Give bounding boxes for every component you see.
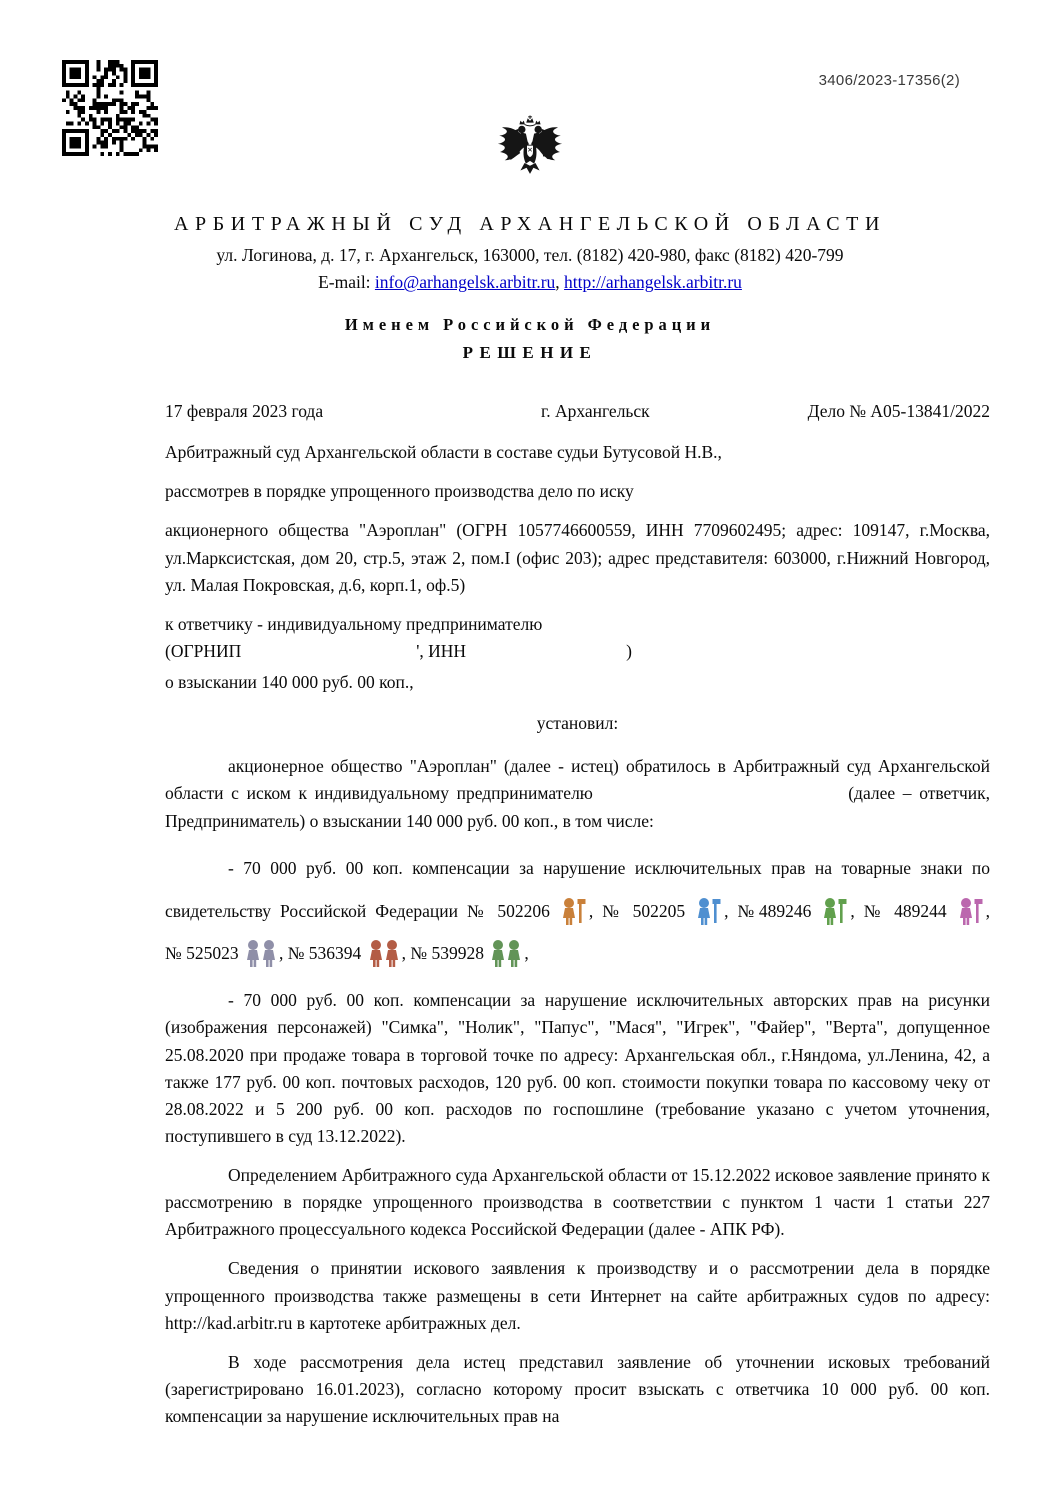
decision-date: 17 февраля 2023 года xyxy=(165,401,324,421)
paragraph-claim-amount: о взыскании 140 000 руб. 00 коп., xyxy=(165,672,414,692)
trademark-separator: , xyxy=(724,900,729,921)
paragraph-claimant: акционерного общества "Аэроплан" (ОГРН 1057746600559, ИНН 7709602495; адрес: 109147, г.Москва, ул.Марксистская, дом 20, стр.5, этаж 2, пом.I (офис 203); адрес представителя: 603000, г.Нижний Новгород, ул. Малая Покровская, д.6, корп.1, оф.5) xyxy=(165,520,990,595)
claim-intro-part1: акционерное общество "Аэроплан" (далее - истец) обратилось в Арбитражный суд Архангельской области с иском к индивидуальному предпринимателю xyxy=(165,756,990,804)
trademark-number: № 502206 xyxy=(466,900,550,921)
ogrnip-label: (ОГРНИП xyxy=(165,640,242,661)
character-masya-trademark-icon xyxy=(958,897,984,927)
paragraph-defendant xyxy=(165,611,990,665)
website-link[interactable]: http://arhangelsk.arbitr.ru xyxy=(564,272,742,293)
document-title xyxy=(0,315,1060,363)
qr-code xyxy=(62,60,158,156)
trademark-number: №489246 xyxy=(737,900,812,921)
decision-city: г. Архангельск xyxy=(540,401,650,421)
trademark-separator: , xyxy=(588,900,594,921)
trademark-claim-intro: - 70 000 руб. 00 коп. компенсации за нарушение исключительных прав на товарные знаки по свидетельству Российской Федерации xyxy=(165,857,990,921)
paragraph-considered: рассмотрев в порядке упрощенного производства дело по иску xyxy=(165,481,634,502)
ustanovil-heading: установил: xyxy=(536,713,619,734)
trademark-number: № 525023 xyxy=(165,943,239,964)
trademark-item xyxy=(288,943,406,963)
paragraph-claim-update: В ходе рассмотрения дела истец представил заявление об уточнении исковых требований (зарегистрировано 16.01.2023), согласно которому просит взыскать с ответчика 10 000 руб. 00 коп. компенсации за нарушение исключительных прав на xyxy=(165,1351,990,1426)
trademark-item xyxy=(165,943,283,963)
defendant-close-paren: ) xyxy=(626,640,632,661)
document-body xyxy=(165,398,990,1442)
character-pair-trademark-icon xyxy=(368,939,400,969)
court-contacts xyxy=(0,270,1060,295)
russia-coat-of-arms-icon xyxy=(489,104,571,196)
trademark-separator: , xyxy=(524,943,529,964)
character-papus-trademark-icon xyxy=(822,897,848,927)
paragraph-ruling-15-12-2022: Определением Арбитражного суда Архангельской области от 15.12.2022 исковое заявление принято к рассмотрению в порядке упрощенного производства в соответствии с пунктом 1 части 1 статьи 227 Арбитражного процессуального кодекса Российской Федерации (далее - АПК РФ). xyxy=(165,1165,990,1240)
inn-label: ', ИНН xyxy=(416,640,467,661)
trademark-number: № 536394 xyxy=(287,943,362,964)
case-info-line xyxy=(165,398,990,425)
court-address: ул. Логинова, д. 17, г. Архангельск, 163000, тел. (8182) 420-980, факс (8182) 420-799 xyxy=(216,245,844,265)
trademark-number: № 502205 xyxy=(602,900,686,921)
trademark-separator: , xyxy=(278,943,284,964)
paragraph-trademark-claims xyxy=(165,847,990,976)
email-link[interactable]: info@arhangelsk.arbitr.ru xyxy=(374,272,556,293)
defendant-line: к ответчику - индивидуальному предпринимателю xyxy=(165,613,543,634)
in-the-name-line: Именем Российской Федерации xyxy=(344,315,716,334)
contacts-separator: , xyxy=(555,272,565,293)
character-pair-trademark-icon xyxy=(490,939,522,969)
claim-intro-part2: (далее – ответчик, Предприниматель) о взыскании 140 000 руб. 00 коп., в том числе: xyxy=(165,783,991,831)
court-header xyxy=(0,210,1060,296)
email-label: E-mail: xyxy=(318,272,375,293)
character-simka-trademark-icon xyxy=(561,897,587,927)
trademark-number: № 489244 xyxy=(863,900,947,921)
paragraph-claim-intro xyxy=(165,753,990,834)
trademark-item xyxy=(467,901,593,921)
trademark-item xyxy=(864,901,990,921)
paragraph-copyright-claims: - 70 000 руб. 00 коп. компенсации за нарушение исключительных авторских прав на рисунки (изображения персонажей) "Симка", "Нолик", "Папус", "Мася", "Игрек", "Файер", "Верта", допущенное 25.08.2020 при продаже товара в торговой точке по адресу: Архангельская обл., г.Няндома, ул.Ленина, 42, а также 177 руб. 00 коп. почтовых расходов, 120 руб. 00 коп. стоимости покупки товара по кассовому чеку от 28.08.2022 и 5 200 руб. 00 коп. расходов по госпошлине (требование указано с учетом уточнения, поступившего в суд 13.12.2022). xyxy=(165,990,990,1146)
decision-heading: РЕШЕНИЕ xyxy=(462,343,598,362)
trademark-separator: , xyxy=(985,900,990,921)
trademark-number: № 539928 xyxy=(410,943,484,964)
court-name: АРБИТРАЖНЫЙ СУД АРХАНГЕЛЬСКОЙ ОБЛАСТИ xyxy=(173,213,887,235)
case-number: Дело № А05-13841/2022 xyxy=(807,401,990,421)
character-nolik-trademark-icon xyxy=(696,897,722,927)
character-pair-trademark-icon xyxy=(245,939,277,969)
paragraph-kad-arbitr-info: Сведения о принятии искового заявления к производству и о рассмотрении дела в порядке упрощенного производства также размещены в сети Интернет на сайте арбитражных судов по адресу: http://kad.arbitr.ru в картотеке арбитражных дел. xyxy=(165,1258,990,1333)
trademark-separator: , xyxy=(401,943,407,964)
document-number: 3406/2023-17356(2) xyxy=(818,72,960,89)
trademark-separator: , xyxy=(850,900,855,921)
trademark-item xyxy=(410,943,528,963)
trademark-item xyxy=(738,901,855,921)
trademark-item xyxy=(602,901,728,921)
paragraph-court-composition: Арбитражный суд Архангельской области в составе судьи Бутусовой Н.В., xyxy=(165,442,722,463)
